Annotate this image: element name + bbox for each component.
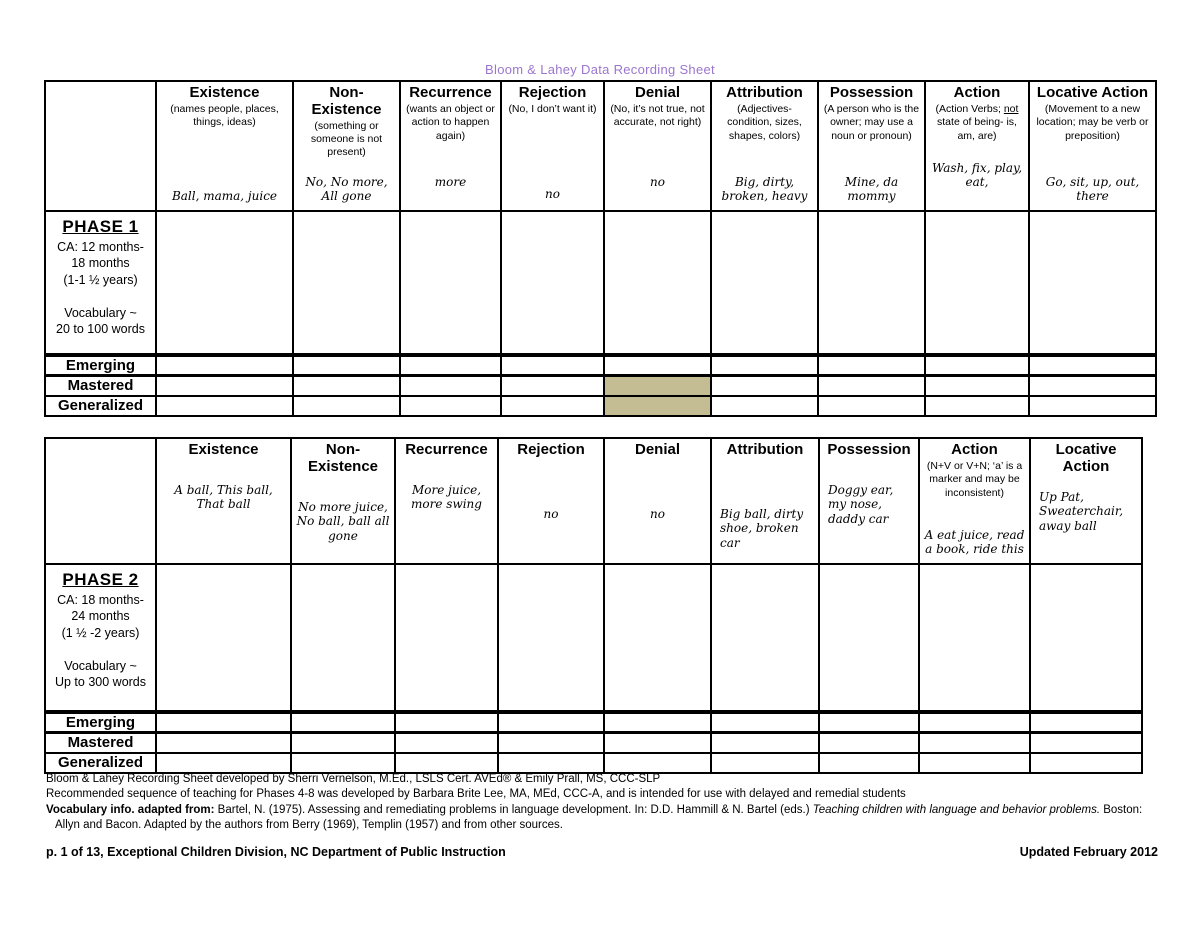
column-description: (No, it’s not true, not accurate, not right) xyxy=(610,102,705,129)
column-header-locative-action xyxy=(1029,81,1156,211)
column-example: No more juice, No ball, ball all gone xyxy=(296,499,390,543)
data-cell xyxy=(818,211,925,355)
row-label-mastered: Mastered xyxy=(45,376,156,396)
column-example: Doggy ear, my nose, daddy car xyxy=(828,482,894,527)
data-cell-highlighted xyxy=(604,376,711,396)
footnotes xyxy=(46,772,1158,833)
column-title: Locative Action xyxy=(1036,84,1149,101)
phase1-mastered-row xyxy=(45,376,1156,396)
data-cell xyxy=(156,355,293,376)
column-example: no xyxy=(650,506,665,521)
column-header-denial xyxy=(604,81,711,211)
data-cell xyxy=(156,376,293,396)
data-cell xyxy=(711,396,818,416)
data-cell xyxy=(291,564,395,712)
column-example: no xyxy=(545,187,560,202)
data-cell xyxy=(925,355,1029,376)
column-example: Mine, da mommy xyxy=(844,174,899,204)
column-header-possession xyxy=(818,81,925,211)
data-cell xyxy=(156,753,291,773)
column-title: Rejection xyxy=(518,84,587,101)
phase-label: PHASE 2 xyxy=(62,570,139,589)
data-cell xyxy=(925,376,1029,396)
column-example: More juice, more swing xyxy=(411,482,482,512)
page-title: Bloom & Lahey Data Recording Sheet xyxy=(485,62,715,77)
phase1-header-row xyxy=(45,81,1156,211)
column-header-recurrence xyxy=(395,438,498,564)
phase2-info-cell xyxy=(45,564,156,712)
phase1-info-row xyxy=(45,211,1156,355)
phase-ca-line: 18 months xyxy=(71,256,130,271)
footnote-citation-line: Vocabulary info. adapted from: Bartel, N. (1975). Assessing and remediating problems in language development. In: D.D. Hammill & N. Bartel (eds.) Teaching children with language and behavior problems. Boston: xyxy=(46,803,1143,816)
column-description: (Adjectives- condition, sizes, shapes, colors) xyxy=(727,102,802,142)
data-cell xyxy=(711,712,819,733)
data-cell xyxy=(291,712,395,733)
row-label-generalized: Generalized xyxy=(45,753,156,773)
data-cell xyxy=(604,733,711,753)
phase-ca-line: CA: 18 months- xyxy=(57,593,144,608)
column-title: Possession xyxy=(827,441,911,458)
phase1-emerging-row xyxy=(45,355,1156,376)
column-title: Existence xyxy=(189,84,260,101)
data-cell xyxy=(400,355,501,376)
data-cell xyxy=(293,396,400,416)
column-description: (No, I don’t want it) xyxy=(508,102,597,115)
data-cell xyxy=(293,211,400,355)
data-cell xyxy=(293,355,400,376)
column-example: no xyxy=(650,175,665,190)
phase2-header-row xyxy=(45,438,1142,564)
column-title: Action xyxy=(951,441,998,458)
column-title: Non-Existence xyxy=(311,84,382,118)
column-title: Recurrence xyxy=(409,84,492,101)
column-header-recurrence xyxy=(400,81,501,211)
data-cell xyxy=(925,396,1029,416)
corner-cell xyxy=(45,81,156,211)
column-example: Big, dirty, broken, heavy xyxy=(721,174,808,204)
data-cell xyxy=(501,396,604,416)
phase-ca-line: CA: 12 months- xyxy=(57,240,144,255)
column-example: more xyxy=(434,175,467,190)
phase-vocab-line: Up to 300 words xyxy=(54,675,147,690)
column-title: Attribution xyxy=(726,441,804,458)
data-cell xyxy=(156,211,293,355)
column-description: (Movement to a new location; may be verb or preposition) xyxy=(1036,102,1149,142)
data-cell xyxy=(293,376,400,396)
column-title: Action xyxy=(953,84,1001,101)
phase-ca-line: 24 months xyxy=(71,609,130,624)
data-cell xyxy=(604,355,711,376)
column-header-non-existence xyxy=(293,81,400,211)
phase1-info-cell xyxy=(45,211,156,355)
phase2-table xyxy=(44,437,1143,774)
column-title: Rejection xyxy=(517,441,585,458)
column-example: Go, sit, up, out, there xyxy=(1045,174,1140,204)
data-cell xyxy=(395,564,498,712)
data-cell xyxy=(919,733,1030,753)
column-example: Ball, mama, juice xyxy=(171,189,278,204)
column-example: A ball, This ball, That ball xyxy=(174,482,273,512)
column-header-attribution xyxy=(711,81,818,211)
phase2-info-row xyxy=(45,564,1142,712)
column-title: Recurrence xyxy=(405,441,488,458)
column-example: Wash, fix, play, eat, xyxy=(931,160,1023,190)
column-title: Existence xyxy=(188,441,259,458)
data-cell xyxy=(819,712,919,733)
row-label-generalized: Generalized xyxy=(45,396,156,416)
column-header-denial xyxy=(604,438,711,564)
data-cell xyxy=(919,753,1030,773)
column-description: (N+V or V+N; ‘a’ is a marker and may be inconsistent) xyxy=(926,459,1023,499)
column-header-rejection xyxy=(501,81,604,211)
data-cell xyxy=(819,564,919,712)
data-cell xyxy=(1030,753,1142,773)
column-header-existence xyxy=(156,438,291,564)
phase-vocab-line: 20 to 100 words xyxy=(56,322,145,337)
row-label-emerging: Emerging xyxy=(45,355,156,376)
data-cell xyxy=(156,396,293,416)
page-footer xyxy=(46,845,1158,859)
column-title: Attribution xyxy=(726,84,803,101)
column-example: no xyxy=(543,506,559,521)
column-header-existence xyxy=(156,81,293,211)
data-cell xyxy=(711,733,819,753)
row-label-emerging: Emerging xyxy=(45,712,156,733)
data-cell xyxy=(498,712,604,733)
data-cell xyxy=(395,753,498,773)
column-title: Denial xyxy=(634,441,680,458)
phase-years-line: (1 ½ -2 years) xyxy=(61,625,140,640)
data-cell xyxy=(1030,712,1142,733)
data-cell xyxy=(711,211,818,355)
column-example: Up Pat, Sweaterchair, away ball xyxy=(1039,489,1124,533)
data-cell xyxy=(711,376,818,396)
data-cell xyxy=(1029,211,1156,355)
column-header-non-existence xyxy=(291,438,395,564)
data-cell xyxy=(1029,355,1156,376)
data-cell xyxy=(498,564,604,712)
corner-cell xyxy=(45,438,156,564)
footnote-credits-line: Bloom & Lahey Recording Sheet developed by Sherri Vernelson, M.Ed., LSLS Cert. AVEd® & Emily Prall, MS, CCC-SLP xyxy=(46,773,661,785)
column-title: Locative Action xyxy=(1055,441,1117,475)
column-example: No, No more, All gone xyxy=(305,174,388,204)
data-cell xyxy=(1029,376,1156,396)
phase-label: PHASE 1 xyxy=(62,217,139,236)
data-cell xyxy=(604,564,711,712)
data-cell xyxy=(498,753,604,773)
updated-date-text: Updated February 2012 xyxy=(1019,845,1158,859)
data-cell xyxy=(501,211,604,355)
column-example: Big ball, dirty shoe, broken car xyxy=(720,506,804,551)
phase2-mastered-row xyxy=(45,733,1142,753)
column-header-rejection xyxy=(498,438,604,564)
page-number-text: p. 1 of 13, Exceptional Children Division, NC Department of Public Instruction xyxy=(46,845,506,859)
row-label-mastered: Mastered xyxy=(45,733,156,753)
data-cell xyxy=(711,564,819,712)
data-cell xyxy=(156,564,291,712)
phase-vocab-line: Vocabulary ~ xyxy=(64,658,137,673)
data-cell xyxy=(819,733,919,753)
column-description: (A person who is the owner; may use a noun or pronoun) xyxy=(823,102,920,142)
data-cell xyxy=(1029,396,1156,416)
data-cell xyxy=(604,753,711,773)
column-header-attribution xyxy=(711,438,819,564)
phase2-generalized-row xyxy=(45,753,1142,773)
data-cell xyxy=(501,376,604,396)
data-cell xyxy=(400,376,501,396)
data-cell xyxy=(395,712,498,733)
data-cell xyxy=(395,733,498,753)
data-cell xyxy=(1030,733,1142,753)
data-cell xyxy=(818,355,925,376)
data-cell xyxy=(604,211,711,355)
column-title: Non-Existence xyxy=(307,441,379,475)
column-example: A eat juice, read a book, ride this xyxy=(924,527,1025,557)
column-header-locative-action xyxy=(1030,438,1142,564)
column-header-action xyxy=(925,81,1029,211)
data-cell xyxy=(818,376,925,396)
data-cell xyxy=(818,396,925,416)
phase2-emerging-row xyxy=(45,712,1142,733)
data-cell xyxy=(711,355,818,376)
phase1-generalized-row xyxy=(45,396,1156,416)
data-cell xyxy=(498,733,604,753)
data-cell xyxy=(291,733,395,753)
data-cell xyxy=(819,753,919,773)
phase-years-line: (1-1 ½ years) xyxy=(63,272,138,287)
data-cell xyxy=(919,564,1030,712)
data-cell xyxy=(400,211,501,355)
data-cell xyxy=(1030,564,1142,712)
data-cell-highlighted xyxy=(604,396,711,416)
column-description: (names people, places, things, ideas) xyxy=(170,102,279,129)
column-title: Possession xyxy=(829,84,914,101)
column-description: (something or someone is not present) xyxy=(310,119,383,159)
data-cell xyxy=(925,211,1029,355)
data-cell xyxy=(156,712,291,733)
footnote-citation-continued: Allyn and Bacon. Adapted by the authors from Berry (1969), Templin (1957) and from other sources. xyxy=(55,818,563,831)
data-cell xyxy=(604,712,711,733)
data-cell xyxy=(711,753,819,773)
column-description: (Action Verbs; not state of being- is, am, are) xyxy=(935,102,1019,142)
data-cell xyxy=(400,396,501,416)
data-cell xyxy=(919,712,1030,733)
column-header-possession xyxy=(819,438,919,564)
column-description: (wants an object or action to happen again) xyxy=(406,102,495,142)
data-cell xyxy=(156,733,291,753)
phase-vocab-line: Vocabulary ~ xyxy=(64,305,137,320)
data-cell xyxy=(291,753,395,773)
footnote-sequence-line: Recommended sequence of teaching for Phases 4-8 was developed by Barbara Brite Lee, MA, MEd, CCC-A, and is intended for use with delayed and remedial students xyxy=(46,788,906,801)
data-cell xyxy=(501,355,604,376)
column-header-action xyxy=(919,438,1030,564)
column-title: Denial xyxy=(634,84,680,101)
phase1-table xyxy=(44,80,1157,417)
